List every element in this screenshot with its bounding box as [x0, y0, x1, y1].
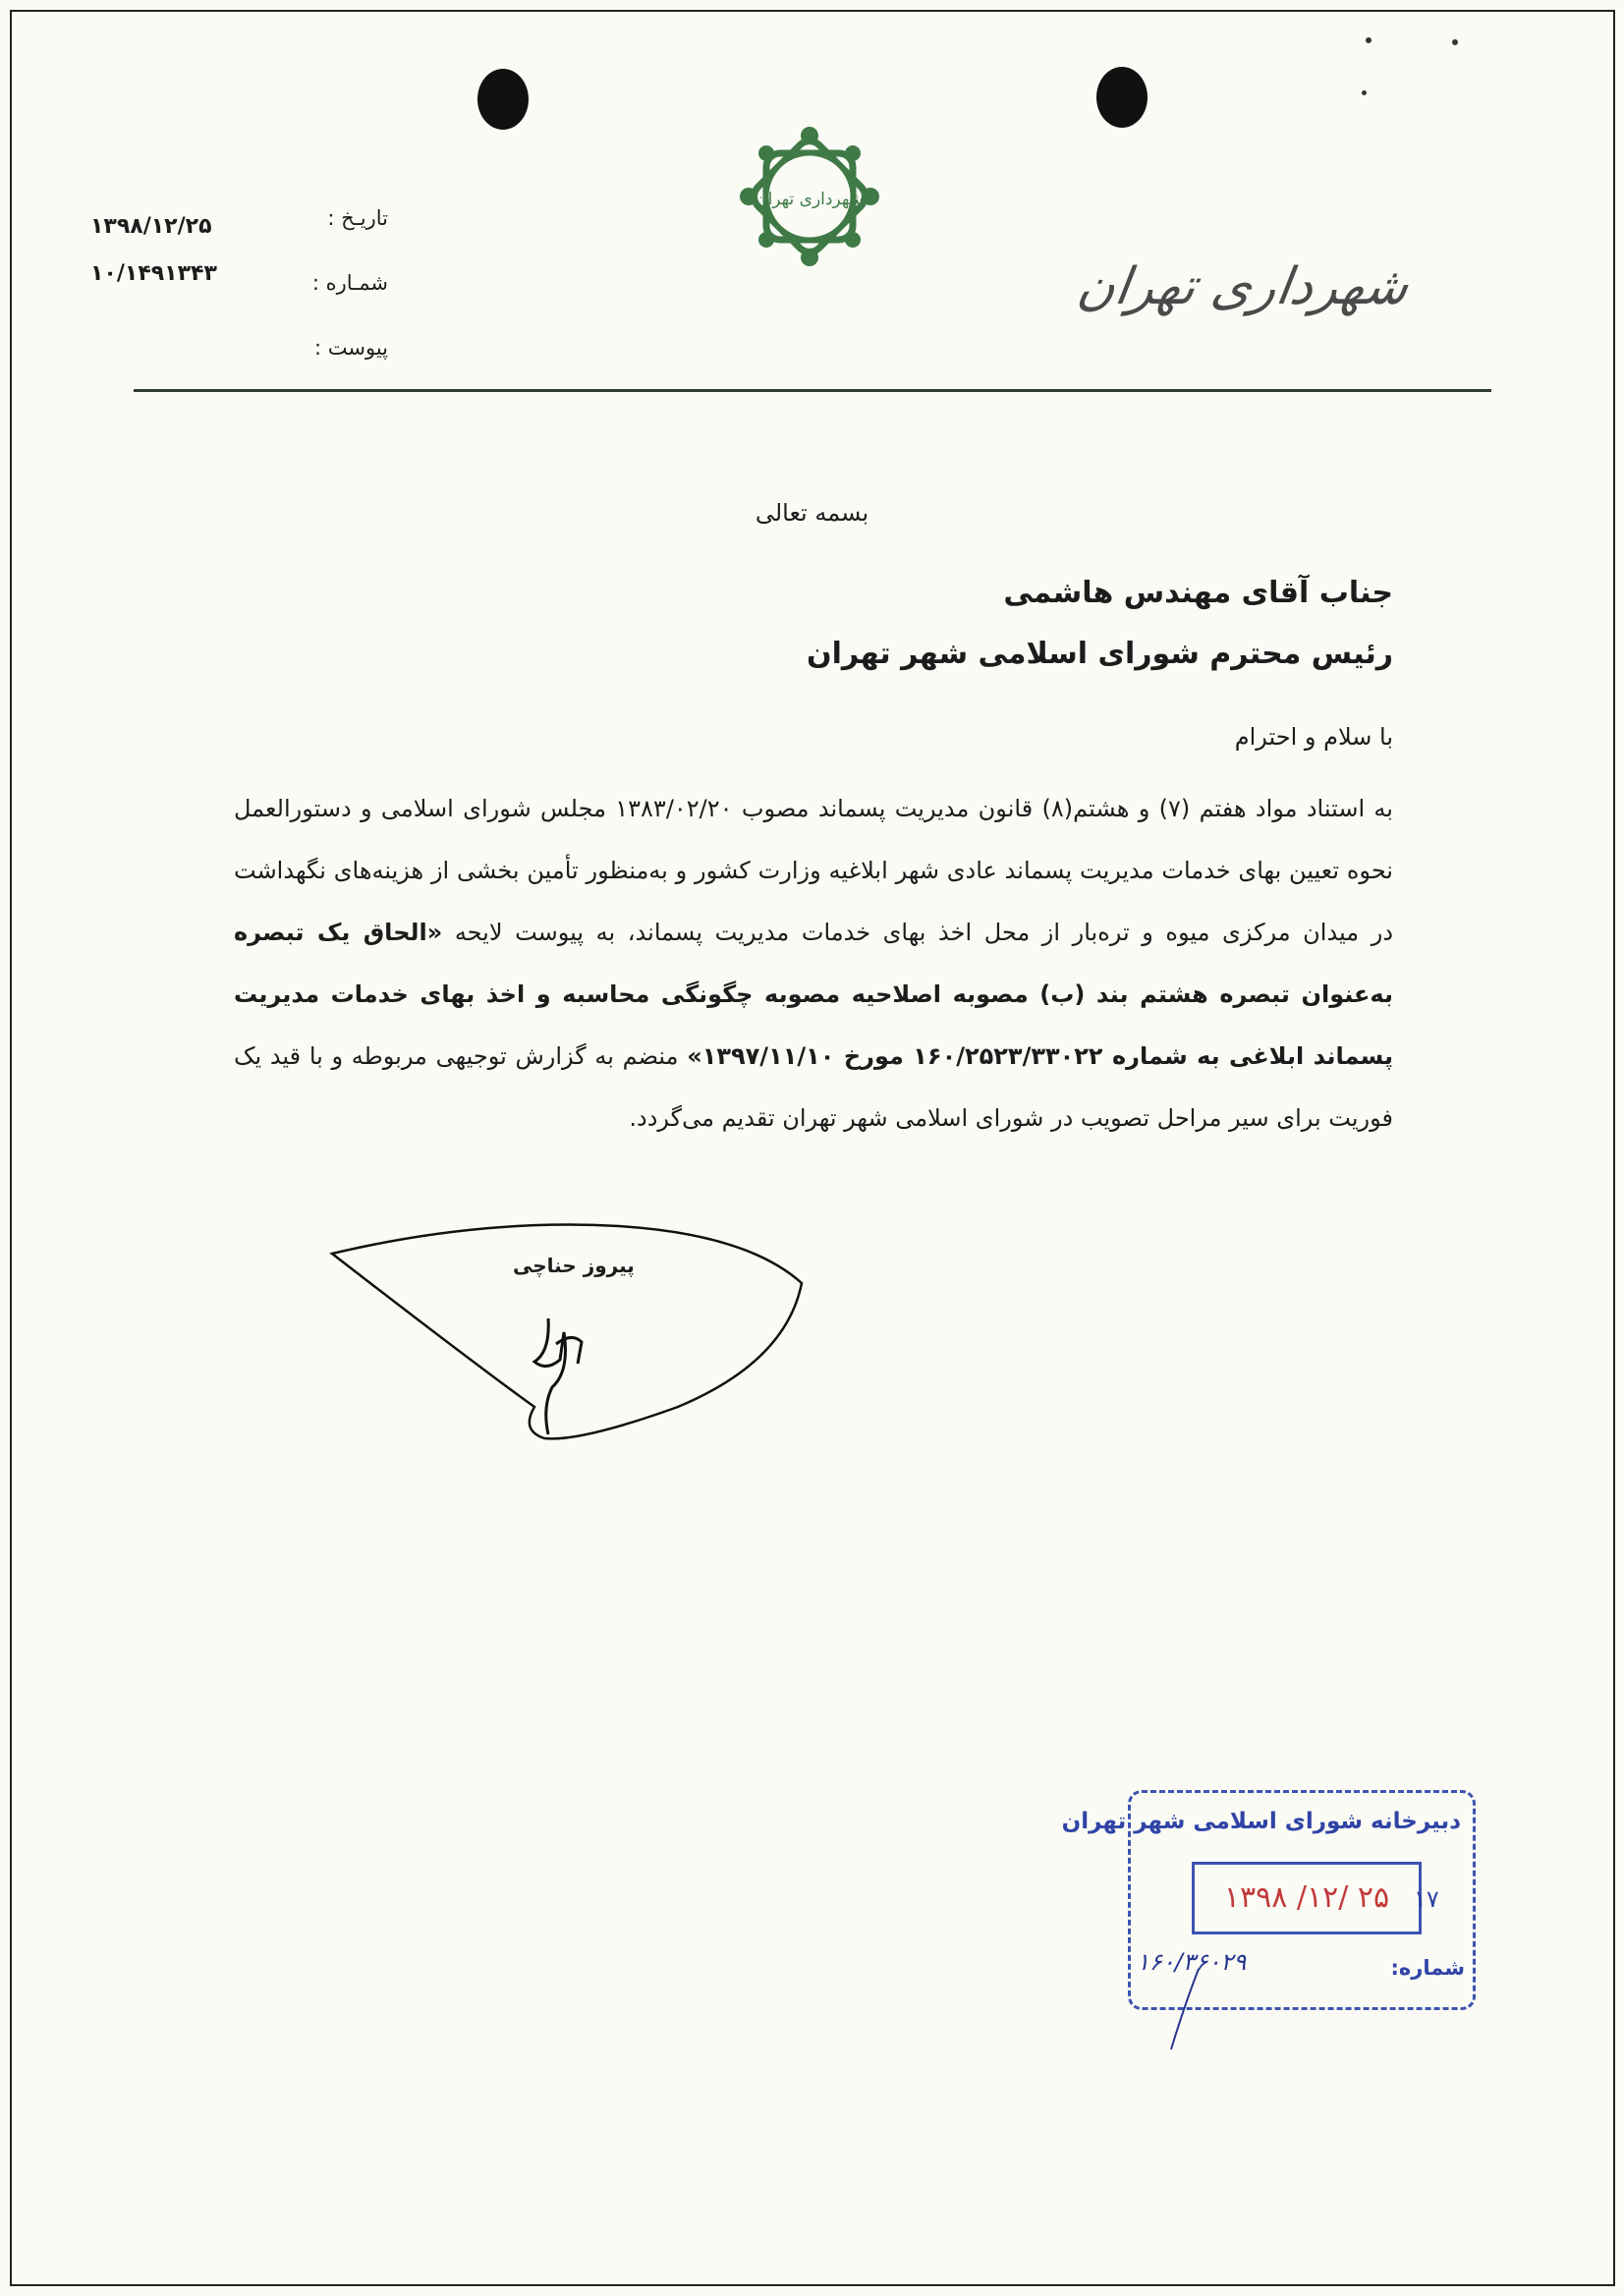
scan-border-left [10, 10, 12, 2286]
bill-title: «الحاق یک تبصره به‌عنوان تبصره هشتم بند (ب) مصوبه اصلاحیه مصوبه چگونگی محاسبه و اخذ بهای خدمات مدیریت پسماند ابلاغی به شماره ۱۶۰/۲۵۲۳/۳۳۰۲۲ مورخ ۱۳۹۷/۱۱/۱۰» [234, 919, 1394, 1070]
signatory-name: پیروز حناچی [513, 1254, 635, 1277]
stamp-number: ۱۶۰/۳۶۰۲۹ [1137, 1948, 1247, 1976]
letter-body [234, 778, 1393, 1149]
body-part-1: به استناد مواد هفتم (۷) و هشتم(۸) قانون مدیریت پسماند مصوب ۱۳۸۳/۰۲/۲۰ مجلس شورای اسلامی و دستورالعمل نحوه تعیین بهای خدمات مدیریت پسماند عادی شهر ابلاغیه وزارت کشور و به‌منظور تأمین بخشی از هزینه‌های نگهداشت در میدان مرکزی میوه و تره‌بار از محل اخذ بهای خدمات مدیریت پسماند، به پیوست لایحه [234, 795, 1394, 946]
scan-speck [1452, 39, 1458, 45]
invocation: بسمه تعالی [755, 499, 869, 527]
greeting: با سلام و احترام [1234, 723, 1393, 751]
emblem-text: شهرداری تهران [756, 190, 864, 209]
municipality-brand-signature: شهرداری تهران [1073, 257, 1413, 316]
punch-hole-right [1096, 67, 1148, 128]
stamp-date: ۱۳۹۸ /۱۲/ ۲۵ [1223, 1880, 1390, 1915]
stamp-date-box [1192, 1862, 1422, 1934]
number-label: شمـاره : [311, 271, 388, 295]
stamp-heading: دبیرخانه شورای اسلامی شهر تهران [1061, 1809, 1461, 1834]
stamp-side-mark: ۱۷ [1414, 1885, 1439, 1913]
tehran-municipality-emblem-icon [731, 118, 888, 275]
scan-border-top [10, 10, 1615, 12]
attachment-label: پیوست : [314, 336, 388, 360]
header-divider [134, 389, 1491, 392]
signature-outline [324, 1214, 815, 1446]
date-value: ۱۳۹۸/۱۲/۲۵ [90, 214, 212, 239]
punch-hole-left [477, 69, 529, 130]
scan-border-bottom [10, 2284, 1615, 2286]
scan-speck [1366, 37, 1372, 43]
number-value: ۱۰/۱۴۹۱۳۴۳ [90, 261, 217, 286]
scan-border-right [1613, 10, 1615, 2286]
addressee-title: رئیس محترم شورای اسلامی شهر تهران [807, 637, 1393, 671]
addressee-name: جناب آقای مهندس هاشمی [1003, 576, 1393, 610]
date-label: تاریـخ : [327, 206, 388, 230]
scan-speck [1362, 90, 1367, 95]
stamp-number-label: شماره: [1390, 1956, 1465, 1980]
stamp-tail-stroke [1165, 1965, 1204, 2053]
body-part-2: منضم به گزارش توجیهی مربوطه و با قید یک فوریت برای سیر مراحل تصویب در شورای اسلامی شهر تهران تقدیم می‌گردد. [234, 1042, 1393, 1132]
